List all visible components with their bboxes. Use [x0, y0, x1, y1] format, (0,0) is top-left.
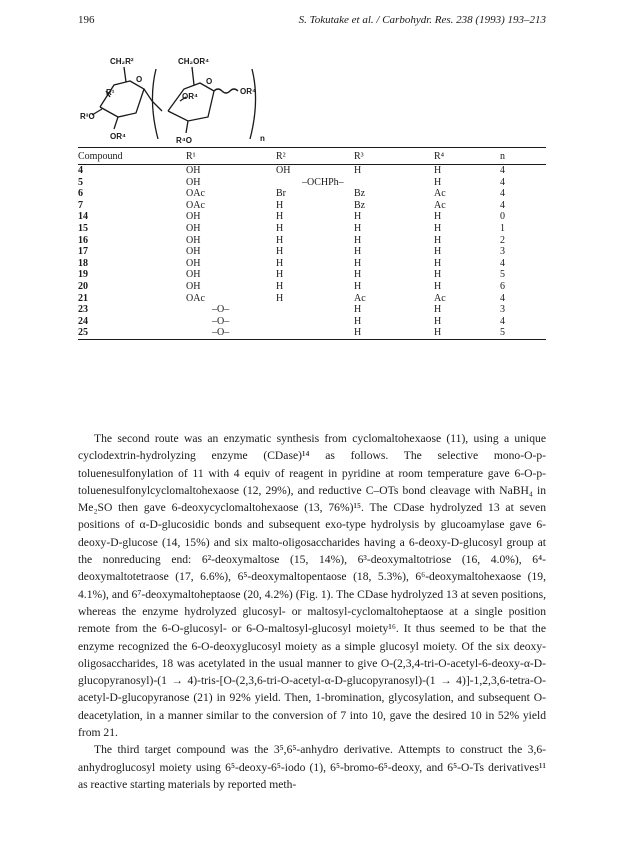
cell: H — [354, 257, 362, 269]
cell: 4 — [500, 199, 505, 211]
structure-label-or4-anomeric: OR⁴ — [240, 87, 256, 96]
paragraph: The third target compound was the 3⁵,6⁵-anhydro derivative. Attempts to construct the 3,6-anhydroglucosyl moiety using 6⁵-deoxy-6⁵-iodo (1), 6⁵-bromo-6⁵-deoxy, and 6⁵-O-Ts derivatives¹¹ as reactive starting materials by reported meth- — [78, 743, 546, 791]
structure-label-r4o: R⁴O — [176, 136, 192, 145]
cell: H — [434, 280, 442, 292]
table-row — [78, 246, 546, 258]
structure-label-ring-o-right: O — [206, 77, 213, 86]
cell: OH — [186, 211, 201, 223]
table-row — [78, 211, 546, 223]
table-row — [78, 327, 546, 339]
cell: Ac — [434, 292, 446, 304]
cell: 5 — [78, 176, 83, 188]
cell: 1 — [500, 222, 505, 234]
cell: 3 — [500, 304, 505, 316]
cell: H — [276, 222, 284, 234]
cell: 3 — [500, 246, 505, 258]
cell: 21 — [78, 292, 88, 304]
cell: 24 — [78, 315, 88, 327]
cell: Ac — [434, 188, 446, 200]
col-r4: R⁴ — [434, 148, 500, 165]
cell: H — [354, 280, 362, 292]
cell: Bz — [354, 188, 366, 200]
cell: H — [434, 246, 442, 258]
cell: 14 — [78, 211, 88, 223]
structure-bonds — [92, 67, 256, 139]
cell: 7 — [78, 199, 83, 211]
cell: H — [276, 246, 284, 258]
structure-label-ch2or4: CH₂OR⁴ — [178, 57, 210, 66]
running-header — [78, 14, 546, 30]
cell-spanning: –OCHPh– — [302, 176, 344, 188]
cell: H — [276, 269, 284, 281]
cell: 20 — [78, 280, 88, 292]
paragraph: The second route was an enzymatic synthesis from cyclomaltohexaose (11), using a unique cyclodextrin-hydrolyzing enzyme (CDase)¹⁴ as follows. The selective mono-O-p-toluenesulfonylation of 11 with 4 equiv of reagent in pyridine at room temperature gave 6-O-p-toluenesulfonylcyclomaltohexaose (12, 29%), and reductive C–OTs bond cleavage with NaBH₄ in Me₂SO then gave 6-deoxycyclomaltohexaose (13, 76%)¹⁵. The CDase hydrolyzed 13 at seven positions of α-D-glucosidic bonds and subsequent exo-type hydrolysis by glucoamylase gave 6-deoxy-D-glucose (14, 15%) and six malto-oligosaccharides having a 6-deoxy-D-glucosyl group at the nonreducing end: 6²-deoxymaltose (15, 14%), 6³-deoxymaltotriose (16, 4.0%), 6⁴-deoxymaltotetraose (17, 6.6%), 6⁵-deoxymaltopentaose (18, 5.3%), 6⁶-deoxymaltohexaose (19, 4.1%), and 6⁷-deoxymaltoheptaose (20, 4.2%) (Fig. 1). The CDase hydrolyzed 13 at seven positions, whereas the enzyme hydrolyzed glucosyl- or maltosyl-cyclomaltoheptaose at a single position remote from the 6-O-glucosyl- or 6-O-maltosyl-glucosyl moiety¹⁶. It thus seemed to be that the enzyme recognized the 6-O-deoxyglucosyl moiety as a simple glucosyl moiety. Of the six deoxy-oligosaccharides, 18 was acetylated in the usual manner to give O-(2,3,4-tri-O-acetyl-6-deoxy-α-D-glucopyranosyl)-(1 → 4)-tris-[O-(2,3,6-tri-O-acetyl-α-D-glucopyranosyl)-(1 → 4)]-1,2,3,6-tetra-O-acetyl-D-glucopyranose (21) in 92% yield. Then, 1-bromination, glycosylation, and subsequent O-deacetylation, in a manner similar to the conversion of 7 into 10, gave the desired 10 in 52% yield from 21. — [78, 432, 546, 740]
cell: OAc — [186, 292, 205, 304]
cell: H — [354, 327, 434, 339]
cell: H — [354, 304, 362, 316]
table-row — [78, 269, 546, 281]
cell: 17 — [78, 246, 88, 258]
structure-label-n: n — [260, 134, 265, 143]
cell: OH — [186, 176, 201, 188]
cell: H — [354, 211, 362, 223]
col-r3: R³ — [354, 148, 434, 165]
substituent-table — [78, 147, 546, 340]
cell: H — [434, 315, 442, 327]
cell: H — [354, 165, 362, 176]
table-row — [78, 235, 546, 247]
cell-spanning: –O– — [186, 327, 354, 339]
table-row — [78, 316, 546, 328]
cell: H — [354, 222, 362, 234]
body-text — [78, 430, 546, 793]
table-row — [78, 188, 546, 200]
structure-label-r3o: R³O — [80, 112, 95, 121]
cell: Ac — [434, 199, 446, 211]
table-row — [78, 293, 546, 305]
cell: OH — [186, 246, 201, 258]
cell: 6 — [78, 188, 83, 200]
cell: H — [434, 211, 442, 223]
cell: Br — [276, 188, 286, 200]
cell: 25 — [78, 327, 186, 339]
cell: Ac — [354, 292, 366, 304]
cell: 0 — [500, 211, 505, 223]
cell: 6 — [500, 280, 505, 292]
table-row — [78, 304, 546, 316]
cell: H — [276, 257, 284, 269]
table-row — [78, 281, 546, 293]
cell: OH — [186, 234, 201, 246]
table-row — [78, 177, 546, 189]
cell: H — [434, 234, 442, 246]
cell: 4 — [500, 315, 505, 327]
cell: 15 — [78, 222, 88, 234]
cell: H — [276, 280, 284, 292]
cell: H — [434, 257, 442, 269]
cell: 23 — [78, 304, 88, 316]
cell: 19 — [78, 269, 88, 281]
cell: H — [434, 304, 442, 316]
cell: 4 — [500, 165, 505, 176]
table-row — [78, 258, 546, 270]
cell: 4 — [500, 292, 505, 304]
cell: OH — [186, 257, 201, 269]
cell: OH — [186, 269, 201, 281]
cell: H — [354, 234, 362, 246]
cell: 4 — [500, 257, 505, 269]
table-row — [78, 223, 546, 235]
cell: 4 — [78, 165, 83, 176]
table-header-row — [78, 148, 546, 165]
journal-citation: S. Tokutake et al. / Carbohydr. Res. 238 (1993) 193–213 — [298, 14, 546, 26]
cell: OH — [186, 165, 201, 176]
col-n: n — [500, 148, 546, 165]
chemical-structure-figure — [80, 55, 300, 147]
page-number: 196 — [78, 14, 95, 26]
cell: H — [434, 327, 500, 339]
cell: H — [354, 269, 362, 281]
cell: 2 — [500, 234, 505, 246]
cell: 4 — [500, 188, 505, 200]
cell: OAc — [186, 188, 205, 200]
cell: 4 — [500, 176, 505, 188]
cell: Bz — [354, 199, 366, 211]
cell: H — [434, 222, 442, 234]
cell: OH — [276, 165, 291, 176]
col-r1: R¹ — [186, 148, 276, 165]
cell: 18 — [78, 257, 88, 269]
cell: H — [434, 165, 442, 176]
cell: 5 — [500, 269, 505, 281]
col-r2: R² — [276, 148, 354, 165]
cell: H — [354, 315, 362, 327]
cell: H — [354, 246, 362, 258]
cell: OH — [186, 222, 201, 234]
cell: 16 — [78, 234, 88, 246]
cell-spanning: –O– — [212, 304, 230, 316]
table-row — [78, 165, 546, 177]
structure-label-ch2r2: CH₂R² — [110, 57, 134, 66]
cell: H — [276, 199, 284, 211]
table-row — [78, 200, 546, 212]
cell: 5 — [500, 327, 546, 339]
cell: OAc — [186, 199, 205, 211]
structure-label-ring-o-left: O — [136, 75, 143, 84]
cell-spanning: –O– — [212, 315, 230, 327]
cell: H — [276, 292, 284, 304]
cell: H — [276, 234, 284, 246]
structure-label-or4-ring: OR⁴ — [182, 92, 198, 101]
cell: H — [276, 211, 284, 223]
cell: H — [434, 176, 442, 188]
structure-label-or4-bottom: OR⁴ — [110, 132, 126, 141]
structure-label-r1: R¹ — [106, 88, 115, 97]
cell: H — [434, 269, 442, 281]
cell: OH — [186, 280, 201, 292]
col-compound: Compound — [78, 148, 186, 165]
